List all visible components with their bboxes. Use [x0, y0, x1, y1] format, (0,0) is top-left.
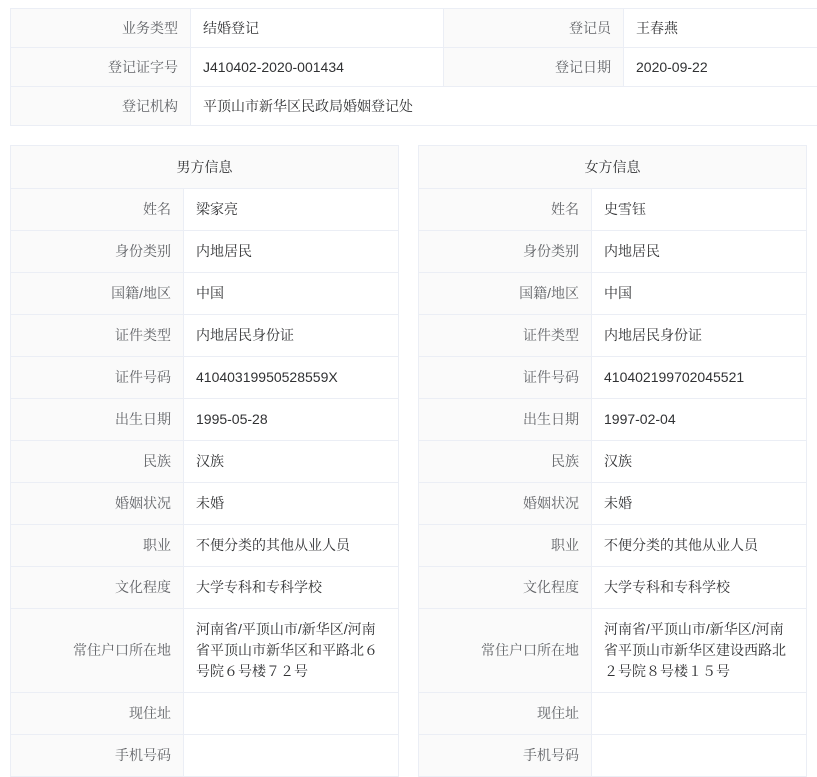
female-current-address-label: 现住址 — [419, 693, 592, 735]
table-row — [11, 525, 399, 567]
female-nationality-label: 国籍/地区 — [419, 273, 592, 315]
male-education-label: 文化程度 — [11, 567, 184, 609]
female-nationality-value: 中国 — [592, 273, 807, 315]
female-phone-label: 手机号码 — [419, 735, 592, 777]
registrar-value: 王春燕 — [624, 9, 817, 48]
female-id-type-value: 内地居民身份证 — [592, 315, 807, 357]
male-birth-date-label: 出生日期 — [11, 399, 184, 441]
table-row — [419, 315, 807, 357]
male-occupation-label: 职业 — [11, 525, 184, 567]
female-current-address-value — [592, 693, 807, 735]
female-marital-status-label: 婚姻状况 — [419, 483, 592, 525]
registration-office-label: 登记机构 — [11, 87, 191, 126]
table-row — [419, 735, 807, 777]
female-id-number-label: 证件号码 — [419, 357, 592, 399]
male-household-address-label: 常住户口所在地 — [11, 609, 184, 693]
male-info-title: 男方信息 — [10, 145, 399, 188]
table-row — [11, 87, 817, 126]
table-row — [11, 315, 399, 357]
business-type-value: 结婚登记 — [191, 9, 444, 48]
table-row — [11, 189, 399, 231]
female-household-address-label: 常住户口所在地 — [419, 609, 592, 693]
male-occupation-value: 不便分类的其他从业人员 — [184, 525, 399, 567]
table-row — [11, 483, 399, 525]
female-birth-date-value: 1997-02-04 — [592, 399, 807, 441]
table-row — [11, 48, 817, 87]
male-phone-label: 手机号码 — [11, 735, 184, 777]
female-identity-category-label: 身份类别 — [419, 231, 592, 273]
table-row — [11, 693, 399, 735]
certificate-number-value: J410402-2020-001434 — [191, 48, 444, 87]
table-row — [419, 273, 807, 315]
female-info-table — [418, 188, 807, 777]
female-id-type-label: 证件类型 — [419, 315, 592, 357]
female-occupation-label: 职业 — [419, 525, 592, 567]
male-ethnicity-label: 民族 — [11, 441, 184, 483]
male-id-number-value: 41040319950528559X — [184, 357, 399, 399]
female-name-label: 姓名 — [419, 189, 592, 231]
female-info-panel — [418, 145, 807, 777]
certificate-number-label: 登记证字号 — [11, 48, 191, 87]
male-name-value: 梁家亮 — [184, 189, 399, 231]
table-row — [11, 399, 399, 441]
table-row — [11, 273, 399, 315]
male-education-value: 大学专科和专科学校 — [184, 567, 399, 609]
table-row — [419, 189, 807, 231]
male-marital-status-value: 未婚 — [184, 483, 399, 525]
table-row — [419, 483, 807, 525]
female-id-number-value: 410402199702045521 — [592, 357, 807, 399]
female-education-value: 大学专科和专科学校 — [592, 567, 807, 609]
male-identity-category-label: 身份类别 — [11, 231, 184, 273]
male-ethnicity-value: 汉族 — [184, 441, 399, 483]
male-current-address-value — [184, 693, 399, 735]
table-row — [11, 567, 399, 609]
party-info-columns — [10, 145, 807, 777]
table-row — [419, 525, 807, 567]
female-education-label: 文化程度 — [419, 567, 592, 609]
table-row — [419, 693, 807, 735]
male-id-number-label: 证件号码 — [11, 357, 184, 399]
female-marital-status-value: 未婚 — [592, 483, 807, 525]
table-row — [11, 735, 399, 777]
male-identity-category-value: 内地居民 — [184, 231, 399, 273]
male-household-address-value: 河南省/平顶山市/新华区/河南省平顶山市新华区和平路北６号院６号楼７２号 — [184, 609, 399, 693]
male-name-label: 姓名 — [11, 189, 184, 231]
registration-office-value: 平顶山市新华区民政局婚姻登记处 — [191, 87, 817, 126]
male-birth-date-value: 1995-05-28 — [184, 399, 399, 441]
female-household-address-value: 河南省/平顶山市/新华区/河南省平顶山市新华区建设西路北２号院８号楼１５号 — [592, 609, 807, 693]
registration-date-value: 2020-09-22 — [624, 48, 817, 87]
male-id-type-value: 内地居民身份证 — [184, 315, 399, 357]
business-type-label: 业务类型 — [11, 9, 191, 48]
female-name-value: 史雪钰 — [592, 189, 807, 231]
male-marital-status-label: 婚姻状况 — [11, 483, 184, 525]
table-row — [11, 441, 399, 483]
male-current-address-label: 现住址 — [11, 693, 184, 735]
male-phone-value — [184, 735, 399, 777]
female-phone-value — [592, 735, 807, 777]
table-row — [419, 399, 807, 441]
table-row — [419, 609, 807, 693]
female-info-title: 女方信息 — [418, 145, 807, 188]
male-info-panel — [10, 145, 399, 777]
registrar-label: 登记员 — [444, 9, 624, 48]
table-row — [419, 567, 807, 609]
registration-summary-table — [10, 8, 817, 126]
female-ethnicity-value: 汉族 — [592, 441, 807, 483]
male-info-table — [10, 188, 399, 777]
male-nationality-value: 中国 — [184, 273, 399, 315]
female-birth-date-label: 出生日期 — [419, 399, 592, 441]
male-id-type-label: 证件类型 — [11, 315, 184, 357]
male-nationality-label: 国籍/地区 — [11, 273, 184, 315]
table-row — [419, 441, 807, 483]
table-row — [11, 9, 817, 48]
table-row — [419, 357, 807, 399]
female-occupation-value: 不便分类的其他从业人员 — [592, 525, 807, 567]
table-row — [11, 609, 399, 693]
table-row — [11, 357, 399, 399]
female-identity-category-value: 内地居民 — [592, 231, 807, 273]
table-row — [11, 231, 399, 273]
table-row — [419, 231, 807, 273]
female-ethnicity-label: 民族 — [419, 441, 592, 483]
registration-date-label: 登记日期 — [444, 48, 624, 87]
